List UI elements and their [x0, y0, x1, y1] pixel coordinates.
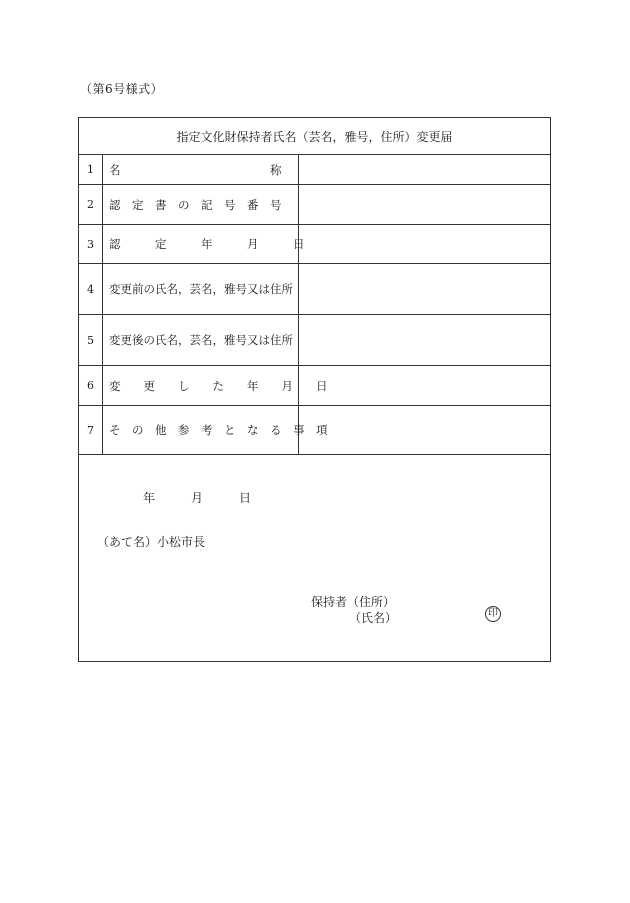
- other-notes-field[interactable]: [299, 406, 550, 454]
- addressee: （あて名）小松市長: [97, 535, 206, 549]
- form-row-change-date: [79, 366, 550, 406]
- change-date-field[interactable]: [299, 366, 550, 405]
- row-number: 4: [79, 264, 103, 314]
- row-number: 7: [79, 406, 103, 454]
- row-label: 名 称: [103, 155, 299, 184]
- certificate-number-field[interactable]: [299, 185, 550, 224]
- row-number: 1: [79, 155, 103, 184]
- row-number: 2: [79, 185, 103, 224]
- signature-area: [79, 455, 550, 661]
- name-field[interactable]: [299, 155, 550, 184]
- holder-address-label: 保持者（住所）: [311, 595, 396, 609]
- row-label: 変 更 し た 年 月 日: [103, 366, 299, 405]
- form-title: 指定文化財保持者氏名（芸名，雅号，住所）変更届: [79, 118, 550, 155]
- form-row-after-change: [79, 315, 550, 366]
- row-label: 変更前の氏名，芸名，雅号又は住所: [103, 264, 299, 314]
- seal-icon: 印: [485, 606, 501, 622]
- row-number: 6: [79, 366, 103, 405]
- row-number: 5: [79, 315, 103, 365]
- form-row-certification-date: [79, 225, 550, 264]
- row-label: 変更後の氏名，芸名，雅号又は住所: [103, 315, 299, 365]
- form-row-before-change: [79, 264, 550, 315]
- form-row-other-notes: [79, 406, 550, 455]
- certification-date-field[interactable]: [299, 225, 550, 263]
- row-label: そ の 他 参 考 と な る 事 項: [103, 406, 299, 454]
- row-label: 認 定 年 月 日: [103, 225, 299, 263]
- form-number: （第6号様式）: [80, 82, 164, 96]
- form-row-name: [79, 155, 550, 185]
- holder-name-label: （氏名）: [349, 611, 398, 625]
- notification-form: [78, 117, 551, 662]
- submission-date: 年 月 日: [143, 491, 252, 505]
- row-label: 認 定 書 の 記 号 番 号: [103, 185, 299, 224]
- form-row-certificate-number: [79, 185, 550, 225]
- after-change-field[interactable]: [299, 315, 550, 365]
- row-number: 3: [79, 225, 103, 263]
- before-change-field[interactable]: [299, 264, 550, 314]
